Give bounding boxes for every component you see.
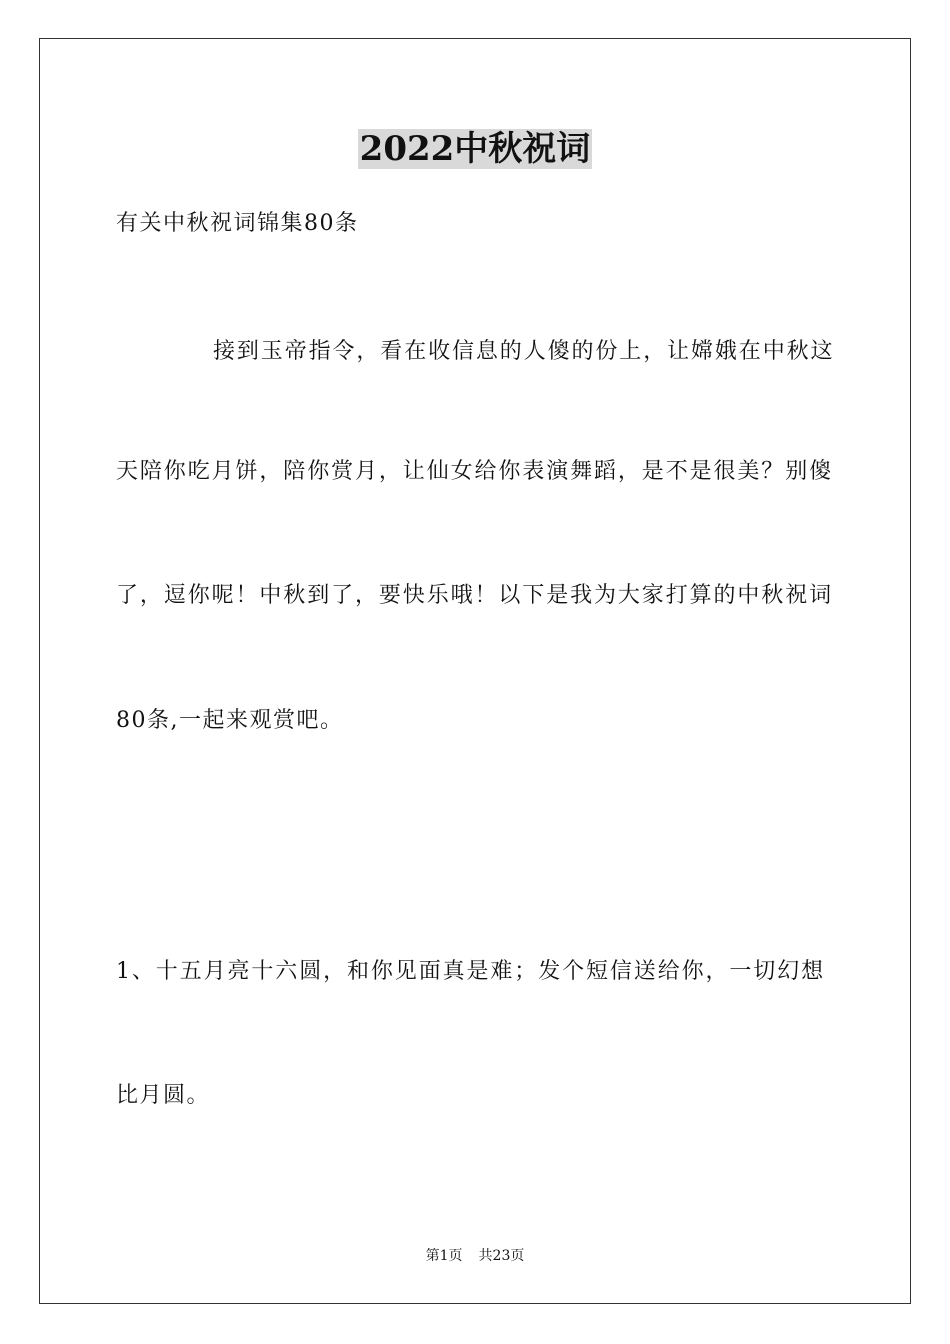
document-title <box>0 127 950 171</box>
page-number: 第1页 <box>425 1248 463 1264</box>
subtitle: 有关中秋祝词锦集80条 <box>116 211 359 236</box>
paragraph-1-line-1: 接到玉帝指令，看在收信息的人傻的份上，让嫦娥在中秋这 <box>213 339 835 364</box>
paragraph-1-line-2: 天陪你吃月饼，陪你赏月，让仙女给你表演舞蹈，是不是很美？别傻 <box>116 459 834 484</box>
page-footer <box>0 1247 950 1265</box>
page-total: 共23页 <box>478 1248 525 1264</box>
paragraph-2-line-1: 1、十五月亮十六圆，和你见面真是难；发个短信送给你，一切幻想 <box>116 959 825 984</box>
paragraph-1-line-4: 80条,一起来观赏吧。 <box>116 708 344 733</box>
paragraph-2-line-2: 比月圆。 <box>116 1083 211 1108</box>
paragraph-1-line-3: 了，逗你呢！中秋到了，要快乐哦！以下是我为大家打算的中秋祝词 <box>116 583 834 608</box>
title-text: 2022中秋祝词 <box>359 129 591 169</box>
